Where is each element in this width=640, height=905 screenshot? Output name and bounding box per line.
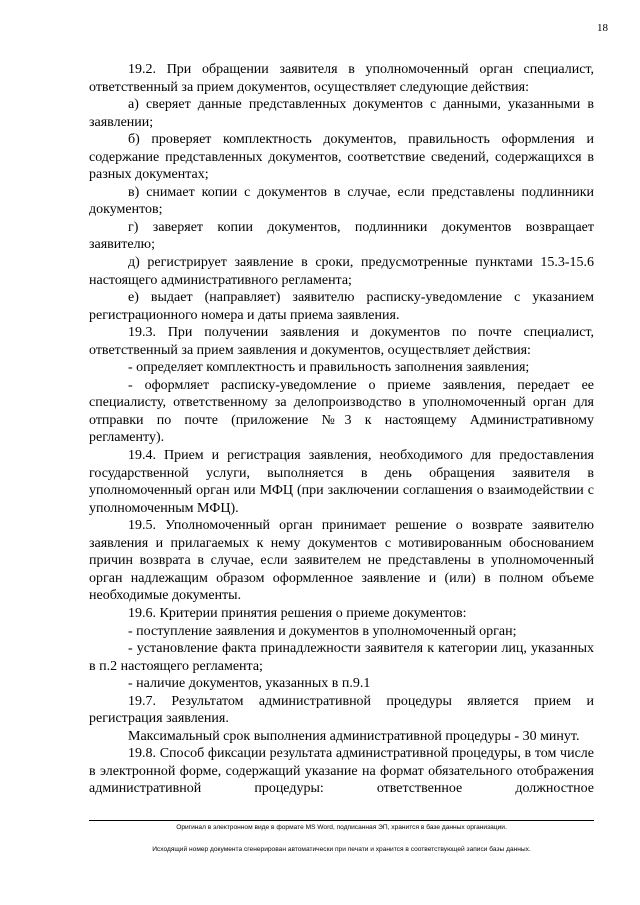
footer-number-note: Исходящий номер документа сгенерирован автоматически при печати и хранится в соответствующей записи базы данных. (152, 846, 531, 853)
paragraph-dash-3: - поступление заявления и документов в уполномоченный орган; (128, 623, 517, 639)
paragraph-item-g: г) заверяет копии документов, подлинники документов возвращает заявителю; (89, 219, 594, 253)
paragraph-19-8: 19.8. Способ фиксации результата административной процедуры, в том числе в электронной форме, содержащий указание на формат обязательного отображения административной процедуры: ответственное должностное (89, 746, 594, 797)
paragraph-max-term: Максимальный срок выполнения административной процедуры - 30 минут. (128, 728, 580, 744)
paragraph-19-4: 19.4. Прием и регистрация заявления, необходимого для предоставления государственной услуги, выполняется в день обращения заявителя в уполномоченный орган или МФЦ (при заключении соглашения о взаимодействии с уполномоченным МФЦ). (89, 448, 594, 516)
paragraph-item-v: в) снимает копии с документов в случае, если представлены подлинники документов; (89, 184, 594, 218)
paragraph-dash-2: - оформляет расписку-уведомление о приеме заявления, передает ее специалисту, ответственному за делопроизводство в уполномоченный орган для отправки по почте (приложение №3 к настоящему Административному регламенту). (89, 377, 594, 446)
footer-original-note: Оригинал в электронном виде в формате MS Word, подписанная ЭП, хранится в базе данных организации. (176, 824, 507, 831)
paragraph-19-5: 19.5. Уполномоченный орган принимает решение о возврате заявителю заявления и прилагаемых к нему документов с мотивированным обоснованием причин возврата в случае, если заявителем не представлены в уполномоченный орган надлежащим образом оформленное заявление и (или) в полном объеме необходимые документы. (89, 518, 594, 604)
page-number: 18 (597, 22, 608, 34)
paragraph-item-b: б) проверяет комплектность документов, правильность оформления и содержание представленных документов, соответствие сведений, содержащихся в разных документах; (89, 132, 594, 183)
paragraph-19-3: 19.3. При получении заявления и документов по почте специалист, ответственный за прием заявления и документов, осуществляет действия: (89, 325, 594, 358)
footer-divider (89, 820, 594, 821)
document-body (89, 61, 594, 798)
paragraph-19-6: 19.6. Критерии принятия решения о приеме документов: (128, 605, 467, 621)
paragraph-item-e: е) выдает (направляет) заявителю расписку-уведомление с указанием регистрационного номера и даты приема заявления. (89, 290, 594, 323)
paragraph-item-a: а) сверяет данные представленных документов с данными, указанными в заявлении; (89, 97, 594, 130)
paragraph-dash-5: - наличие документов, указанных в п.9.1 (128, 676, 371, 692)
paragraph-dash-4: - установление факта принадлежности заявителя к категории лиц, указанных в п.2 настоящего регламента; (89, 641, 594, 674)
paragraph-19-2: 19.2. При обращении заявителя в уполномоченный орган специалист, ответственный за прием документов, осуществляет следующие действия: (89, 62, 594, 95)
paragraph-item-d: д) регистрирует заявление в сроки, предусмотренные пунктами 15.3-15.6 настоящего административного регламента; (89, 255, 594, 288)
paragraph-dash-1: - определяет комплектность и правильность заполнения заявления; (128, 360, 530, 376)
paragraph-19-7: 19.7. Результатом административной процедуры является прием и регистрация заявления. (89, 693, 594, 727)
